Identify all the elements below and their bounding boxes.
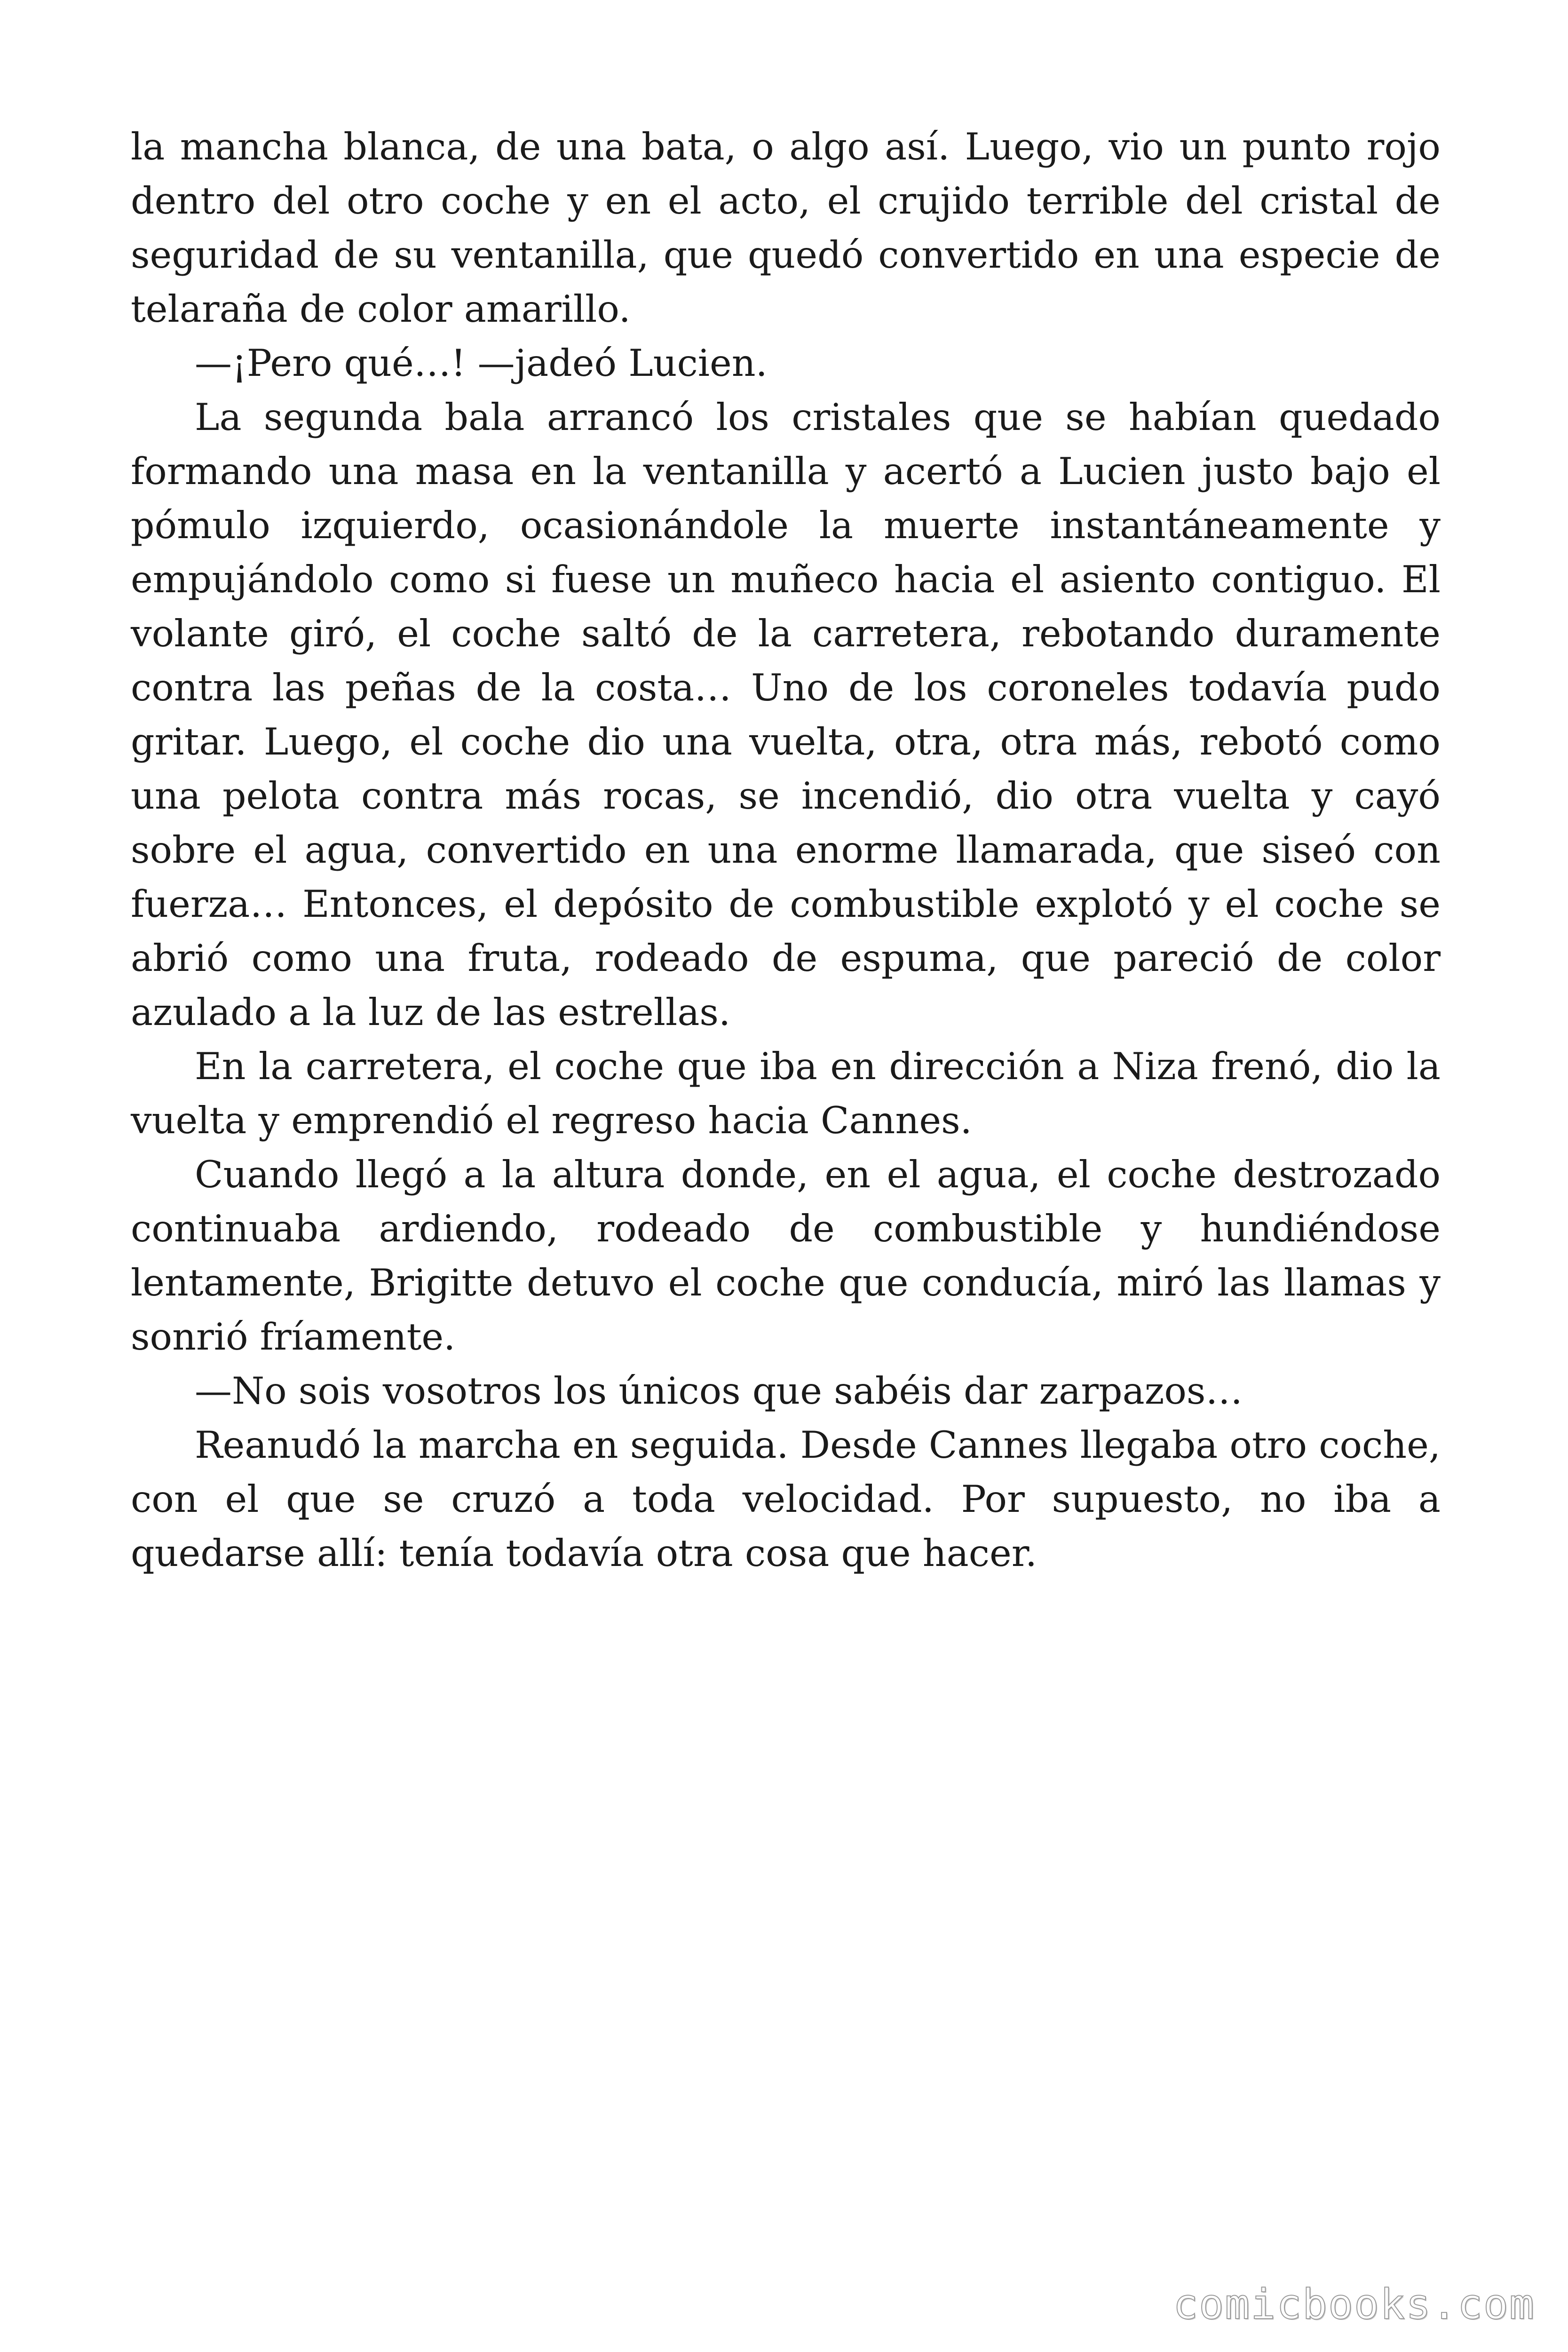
body-text <box>131 120 1441 1581</box>
paragraph: En la carretera, el coche que iba en dirección a Niza frenó, dio la vuelta y emprendió el regreso hacia Cannes. <box>131 1045 1441 1142</box>
watermark: comicbooks.com <box>1173 2280 1535 2328</box>
paragraph-dialogue: —No sois vosotros los únicos que sabéis dar zarpazos… <box>195 1369 1243 1413</box>
paragraph: Reanudó la marcha en seguida. Desde Cannes llegaba otro coche, con el que se cruzó a toda velocidad. Por supuesto, no iba a quedarse allí: tenía todavía otra cosa que hacer. <box>131 1423 1441 1575</box>
paragraph-continued: la mancha blanca, de una bata, o algo así. Luego, vio un punto rojo dentro del otro coche y en el acto, el crujido terrible del cristal de seguridad de su ventanilla, que quedó convertido en una especie de telaraña de color amarillo. <box>131 125 1441 331</box>
paragraph: Cuando llegó a la altura donde, en el agua, el coche destrozado continuaba ardiendo, rodeado de combustible y hundiéndose lentamente, Brigitte detuvo el coche que conducía, miró las llamas y sonrió fríamente. <box>131 1153 1441 1359</box>
paragraph-dialogue: —¡Pero qué…! —jadeó Lucien. <box>195 342 768 385</box>
paragraph: La segunda bala arrancó los cristales que se habían quedado formando una masa en la ventanilla y acertó a Lucien justo bajo el pómulo izquierdo, ocasionándole la muerte instantáneamente y empujándolo como si fuese un muñeco hacia el asiento contiguo. El volante giró, el coche saltó de la carretera, rebotando duramente contra las peñas de la costa… Uno de los coroneles todavía pudo gritar. Luego, el coche dio una vuelta, otra, otra más, rebotó como una pelota contra más rocas, se incendió, dio otra vuelta y cayó sobre el agua, convertido en una enorme llamarada, que siseó con fuerza… Entonces, el depósito de combustible explotó y el coche se abrió como una fruta, rodeado de espuma, que pareció de color azulado a la luz de las estrellas. <box>131 396 1441 1034</box>
